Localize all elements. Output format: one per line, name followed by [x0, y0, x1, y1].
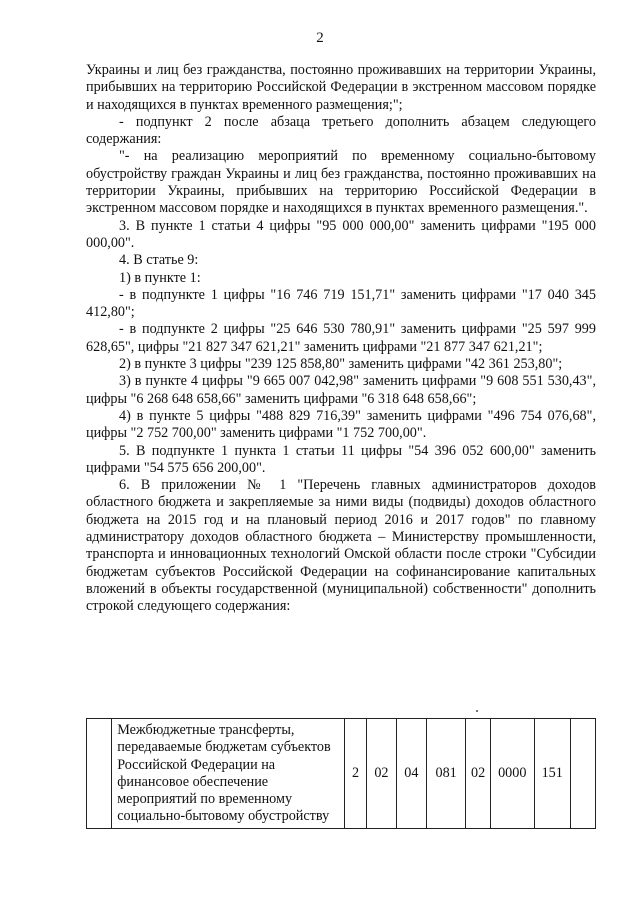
- code-cell: 02: [366, 719, 396, 829]
- paragraph: - в подпункте 2 цифры "25 646 530 780,91" заменить цифрами "25 597 999 628,65", цифры "21 827 347 621,21" заменить цифрами "21 877 347 621,21";: [86, 321, 596, 355]
- paragraph: - подпункт 2 после абзаца третьего дополнить абзацем следующего содержания:: [86, 113, 596, 148]
- paragraph: - в подпункте 1 цифры "16 746 719 151,71" заменить цифрами "17 040 345 412,80";: [86, 286, 596, 321]
- empty-cell: [87, 719, 112, 829]
- paragraph: 6. В приложении № 1 "Перечень главных администраторов доходов областного бюджета и закрепляемые за ними виды (подвиды) доходов областного бюджета на 2015 год и на плановый период 2016 и 2017 годов" по главному администратору доходов областного бюджета – Министерству промышленности, транспорта и инновационных технологий Омской области после строки "Субсидии бюджетам субъектов Российской Федерации на софинансирование капитальных вложений в объекты государственной (муниципальной) собственности" дополнить строкой следующего содержания:: [86, 477, 596, 615]
- paragraph: 5. В подпункте 1 пункта 1 статьи 11 цифры "54 396 052 600,00" заменить цифрами "54 575 656 200,00".: [86, 442, 596, 476]
- paragraph: 4. В статье 9:: [119, 252, 199, 269]
- paragraph: "- на реализацию мероприятий по временному социально-бытовому обустройству граждан Украины и лиц без гражданства, постоянно проживавших на территории Украины, прибывших на территорию Российской Федерации в экстренном массовом порядке и находящихся в пунктах временного размещения.".: [86, 148, 596, 217]
- code-cell: 04: [396, 719, 426, 829]
- row-name-cell: Межбюджетные трансферты, передаваемые бюджетам субъектов Российской Федерации на финансовое обеспечение мероприятий по временному социально-бытовому обустройству: [112, 719, 345, 829]
- code-cell: 2: [345, 719, 367, 829]
- inserted-row-table: [86, 718, 596, 829]
- paragraph: 3) в пункте 4 цифры "9 665 007 042,98" заменить цифрами "9 608 551 530,43", цифры "6 268 648 658,66" заменить цифрами "6 318 648 658,66";: [86, 373, 596, 407]
- paragraph: 4) в пункте 5 цифры "488 829 716,39" заменить цифрами "496 754 076,68", цифры "2 752 700,00" заменить цифрами "1 752 700,00".: [86, 407, 596, 442]
- code-cell: 081: [426, 719, 466, 829]
- paragraph: 3. В пункте 1 статьи 4 цифры "95 000 000,00" заменить цифрами "195 000 000,00".: [86, 217, 596, 251]
- page-number: 2: [316, 30, 324, 46]
- paragraph: 2) в пункте 3 цифры "239 125 858,80" заменить цифрами "42 361 253,80";: [119, 356, 563, 373]
- empty-cell: [570, 719, 595, 829]
- document-body: [86, 62, 596, 616]
- scan-dot: [476, 710, 478, 712]
- paragraph: Украины и лиц без гражданства, постоянно проживавших на территории Украины, прибывших на территорию Российской Федерации в экстренном массовом порядке и находящихся в пунктах временного размещения;";: [86, 62, 596, 113]
- code-cell: 0000: [490, 719, 534, 829]
- table-row: [87, 719, 596, 829]
- paragraph: 1) в пункте 1:: [119, 269, 201, 286]
- code-cell: 02: [466, 719, 490, 829]
- code-cell: 151: [534, 719, 570, 829]
